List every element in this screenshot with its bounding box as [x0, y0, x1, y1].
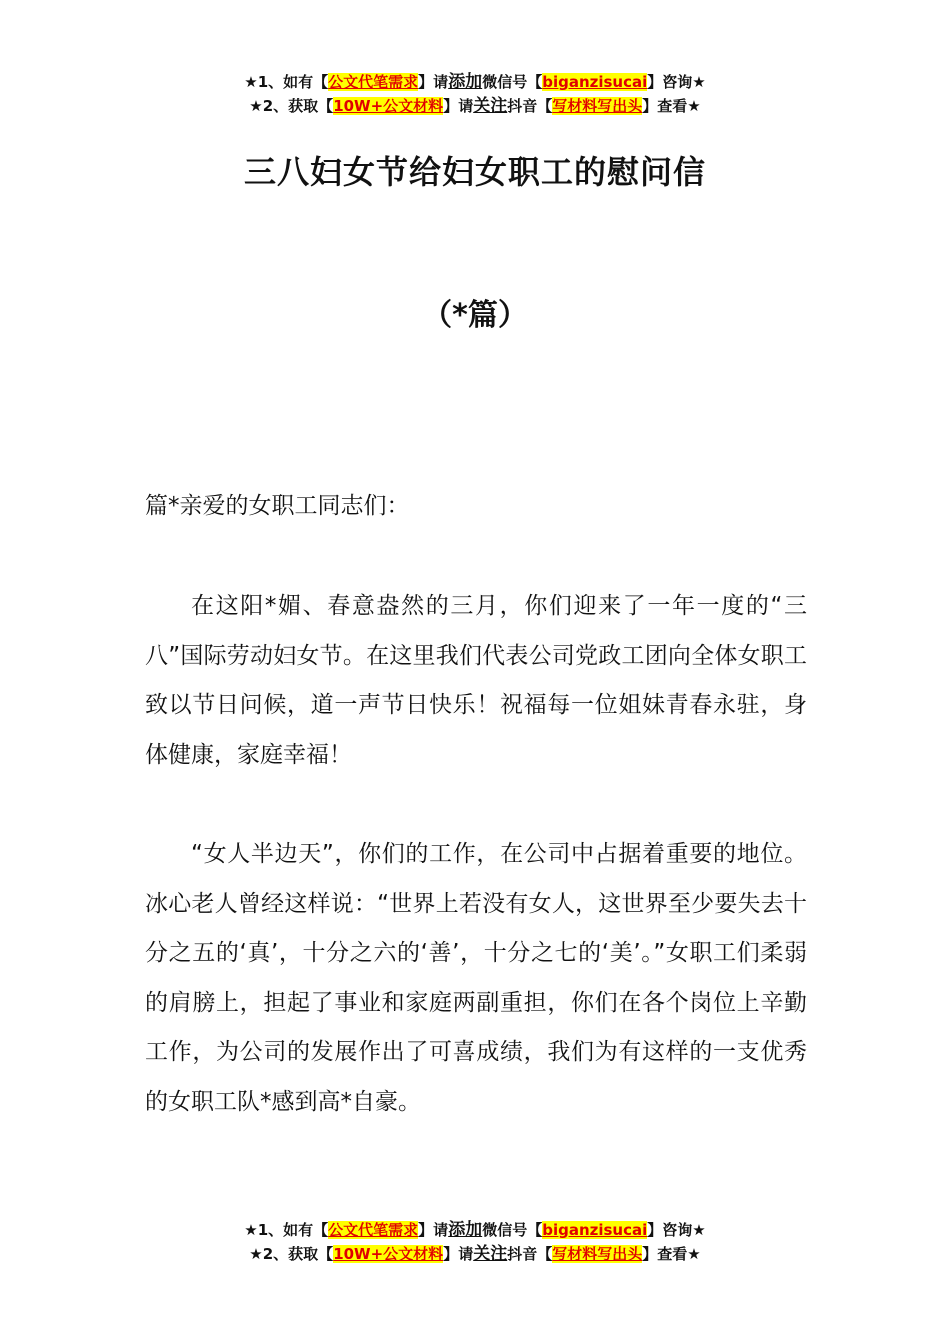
paragraph-1 — [145, 582, 807, 780]
banner-text: ★1、如有【 — [244, 1221, 329, 1239]
paragraph-text: “女人半边天”，你们的工作，在公司中占据着重要的地位。冰心老人曾经这样说：“世界上若没有女人，这世界至少要失去十分之五的‘真’，十分之六的‘善’，十分之七的‘美’。”女职工们柔弱的肩膀上，担起了事业和家庭两副重担，你们在各个岗位上辛勤工作，为公司的发展作出了可喜成绩，我们为有这样的一支优秀的女职工队*感到高*自豪。 — [145, 841, 807, 1115]
banner-highlight: biganzisucai — [542, 73, 648, 91]
banner-text: 】请 — [418, 73, 449, 91]
banner-highlight: 10W+公文材料 — [333, 97, 444, 115]
banner-line-1 — [0, 70, 950, 94]
document-subtitle: （*篇） — [422, 298, 528, 333]
banner-highlight: 写材料写出头 — [552, 97, 643, 115]
banner-highlight: 公文代笔需求 — [328, 73, 419, 91]
banner-text: 】查看★ — [642, 1245, 701, 1263]
banner-highlight: 10W+公文材料 — [333, 1245, 444, 1263]
banner-emphasis: 添加 — [448, 72, 483, 92]
document-title: 三八妇女节给妇女职工的慰问信 — [243, 153, 706, 191]
banner-text: ★2、获取【 — [249, 1245, 334, 1263]
banner-text: ★1、如有【 — [244, 73, 329, 91]
banner-text: 】请 — [443, 1245, 474, 1263]
banner-text: 】查看★ — [642, 97, 701, 115]
paragraph-2 — [145, 830, 807, 1128]
banner-highlight: biganzisucai — [542, 1221, 648, 1239]
paragraph-text: 在这阳*媚、春意盎然的三月，你们迎来了一年一度的“三八”国际劳动妇女节。在这里我们代表公司党政工团向全体女职工致以节日问候，道一声节日快乐！祝福每一位姐妹青春永驻，身体健康，家庭幸福！ — [145, 593, 807, 768]
header-banner — [0, 70, 950, 118]
banner-highlight: 公文代笔需求 — [328, 1221, 419, 1239]
banner-line-2 — [0, 1242, 950, 1266]
banner-text: ★2、获取【 — [249, 97, 334, 115]
banner-text: 抖音【 — [507, 97, 553, 115]
banner-text: 微信号【 — [482, 1221, 543, 1239]
banner-emphasis: 关注 — [473, 96, 508, 116]
banner-emphasis: 关注 — [473, 1244, 508, 1264]
banner-text: 】咨询★ — [647, 1221, 706, 1239]
banner-emphasis: 添加 — [448, 1220, 483, 1240]
banner-text: 抖音【 — [507, 1245, 553, 1263]
greeting: 篇*亲爱的女职工同志们： — [145, 493, 410, 519]
banner-line-1 — [0, 1218, 950, 1242]
banner-highlight: 写材料写出头 — [552, 1245, 643, 1263]
banner-text: 】请 — [418, 1221, 449, 1239]
banner-text: 】请 — [443, 97, 474, 115]
banner-text: 】咨询★ — [647, 73, 706, 91]
banner-text: 微信号【 — [482, 73, 543, 91]
footer-banner — [0, 1218, 950, 1266]
banner-line-2 — [0, 94, 950, 118]
